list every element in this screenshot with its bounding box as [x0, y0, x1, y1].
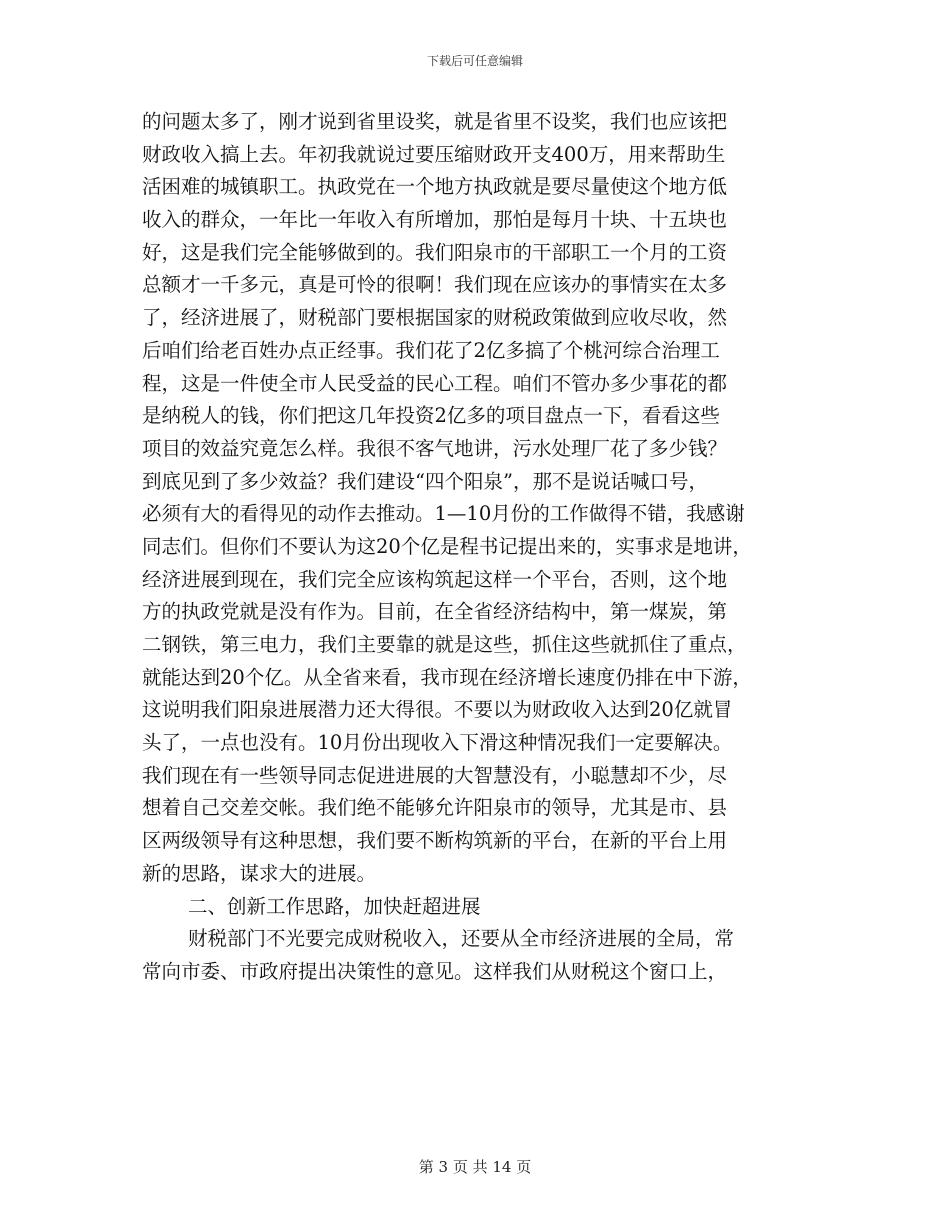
- text-line: 这说明我们阳泉进展潜力还大得很。不要以为财政收入达到20亿就冒: [142, 698, 733, 722]
- text-line: 的问题太多了，刚才说到省里设奖，就是省里不设奖，我们也应该把: [142, 110, 728, 133]
- text-line: 好，这是我们完全能够做到的。我们阳泉市的干部职工一个月的工资: [142, 240, 728, 264]
- text-line: 后咱们给老百姓办点正经事。我们花了2亿多搞了个桃河综合治理工: [142, 338, 720, 362]
- text-line: 了，经济进展了，财税部门要根据国家的财税政策做到应收尽收，然: [142, 306, 728, 330]
- text-line: 项目的效益究竟怎么样。我很不客气地讲，污水处理厂花了多少钱？: [142, 436, 728, 460]
- text-line: 活困难的城镇职工。执政党在一个地方执政就是要尽量使这个地方低: [142, 175, 728, 199]
- text-line: 财政收入搞上去。年初我就说过要压缩财政开支400万，用来帮助生: [142, 142, 726, 166]
- document-body: [142, 106, 810, 989]
- text-line: 我们现在有一些领导同志促进进展的大智慧没有，小聪慧却不少，尽: [142, 763, 728, 787]
- text-line: 必须有大的看得见的动作去推动。1—10月份的工作做得不错，我感谢: [142, 502, 745, 526]
- text-line: 二钢铁，第三电力，我们主要靠的就是这些，抓住这些就抓住了重点，: [142, 633, 747, 656]
- text-line: 到底见到了多少效益？我们建设“四个阳泉”，那不是说话喊口号，: [142, 469, 708, 493]
- page-number: 第 3 页 共 14 页: [418, 1158, 532, 1176]
- text-line: 是纳税人的钱，你们把这几年投资2亿多的项目盘点一下，看看这些: [142, 404, 720, 428]
- text-line: 财税部门不光要完成财税收入，还要从全市经济进展的全局，常: [188, 927, 735, 951]
- page-header: 下载后可任意编辑: [426, 54, 523, 68]
- text-line: 同志们。但你们不要认为这20个亿是程书记提出来的，实事求是地讲，: [142, 534, 752, 558]
- text-line: 方的执政党就是没有作为。目前，在全省经济结构中，第一煤炭，第: [142, 600, 728, 624]
- text-line: 经济进展到现在，我们完全应该构筑起这样一个平台，否则，这个地: [142, 567, 728, 591]
- section-heading: 二、创新工作思路，加快赶超进展: [188, 894, 481, 918]
- text-line: 收入的群众，一年比一年收入有所增加，那怕是每月十块、十五块也: [142, 208, 728, 232]
- text-line: 就能达到20个亿。从全省来看，我市现在经济增长速度仍排在中下游，: [142, 665, 752, 689]
- text-line: 常向市委、市政府提出决策性的意见。这样我们从财税这个窗口上，: [142, 959, 728, 983]
- text-line: 程，这是一件使全市人民受益的民心工程。咱们不管办多少事花的都: [142, 371, 728, 395]
- text-line: 区两级领导有这种思想，我们要不断构筑新的平台，在新的平台上用: [142, 829, 728, 853]
- text-line: 新的思路，谋求大的进展。: [142, 861, 377, 885]
- text-line: 头了，一点也没有。10月份出现收入下滑这种情况我们一定要解决。: [142, 731, 733, 755]
- text-line: 想着自己交差交帐。我们绝不能够允许阳泉市的领导，尤其是市、县: [142, 796, 728, 820]
- text-line: 总额才一千多元，真是可怜的很啊！我们现在应该办的事情实在太多: [142, 273, 728, 297]
